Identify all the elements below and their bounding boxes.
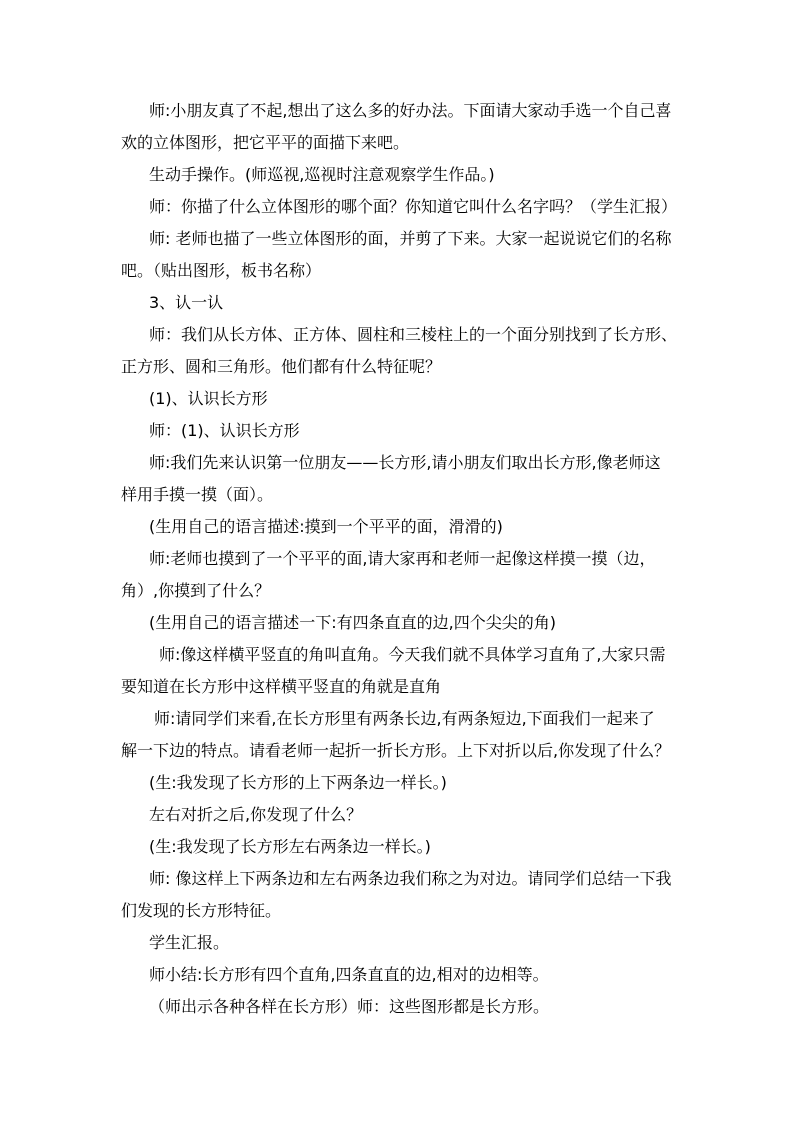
text-line: (生用自己的语言描述:摸到一个平平的面，滑滑的)	[149, 517, 503, 536]
text-line: 师：我们从长方体、正方体、圆柱和三棱柱上的一个面分别找到了长方形、	[149, 325, 678, 344]
text-line: 师:请同学们来看,在长方形里有两条长边,有两条短边,下面我们一起来了	[154, 709, 655, 728]
text-line: 师小结:长方形有四个直角,四条直直的边,相对的边相等。	[149, 965, 549, 984]
text-line: 要知道在长方形中这样横平竖直的角就是直角	[121, 677, 442, 696]
text-line: 解一下边的特点。请看老师一起折一折长方形。上下对折以后,你发现了什么？	[121, 741, 671, 760]
text-line: 学生汇报。	[149, 933, 230, 952]
text-line: 吧。（贴出图形，板书名称）	[121, 261, 322, 280]
text-line: 角）,你摸到了什么？	[121, 581, 271, 600]
text-line: 师:像这样横平竖直的角叫直角。今天我们就不具体学习直角了,大家只需	[159, 645, 666, 664]
section-heading: 3、认一认	[149, 293, 224, 312]
text-line: 样用手摸一摸（面）。	[121, 485, 274, 504]
subsection-heading: (1)、认识长方形	[149, 389, 268, 408]
text-line: 师:老师也摸到了一个平平的面,请大家再和老师一起像这样摸一摸（边，	[149, 549, 656, 568]
text-line: 生动手操作。(师巡视,巡视时注意观察学生作品。)	[149, 165, 495, 184]
text-line: (生用自己的语言描述一下:有四条直直的边,四个尖尖的角)	[149, 613, 556, 632]
text-line: 正方形、圆和三角形。他们都有什么特征呢？	[121, 357, 442, 376]
text-line: 左右对折之后,你发现了什么？	[149, 805, 363, 824]
text-line: 师:我们先来认识第一位朋友——长方形,请小朋友们取出长方形,像老师这	[149, 453, 661, 472]
text-line: 师: 像这样上下两条边和左右两条边我们称之为对边。请同学们总结一下我	[149, 869, 672, 888]
text-line: (生:我发现了长方形左右两条边一样长。)	[149, 837, 431, 856]
text-line: 师:小朋友真了不起,想出了这么多的好办法。下面请大家动手选一个自己喜	[149, 101, 672, 120]
text-line: 欢的立体图形，把它平平的面描下来吧。	[121, 133, 410, 152]
text-line: 们发现的长方形特征。	[121, 901, 282, 920]
text-line: (生:我发现了长方形的上下两条边一样长。)	[149, 773, 447, 792]
text-line: （师出示各种各样在长方形）师：这些图形都是长方形。	[149, 997, 550, 1016]
text-line: 师：(1)、认识长方形	[149, 421, 300, 440]
text-line: 师: 老师也描了一些立体图形的面，并剪了下来。大家一起说说它们的名称	[149, 229, 672, 248]
text-line: 师：你描了什么立体图形的哪个面？你知道它叫什么名字吗？（学生汇报）	[149, 197, 678, 216]
